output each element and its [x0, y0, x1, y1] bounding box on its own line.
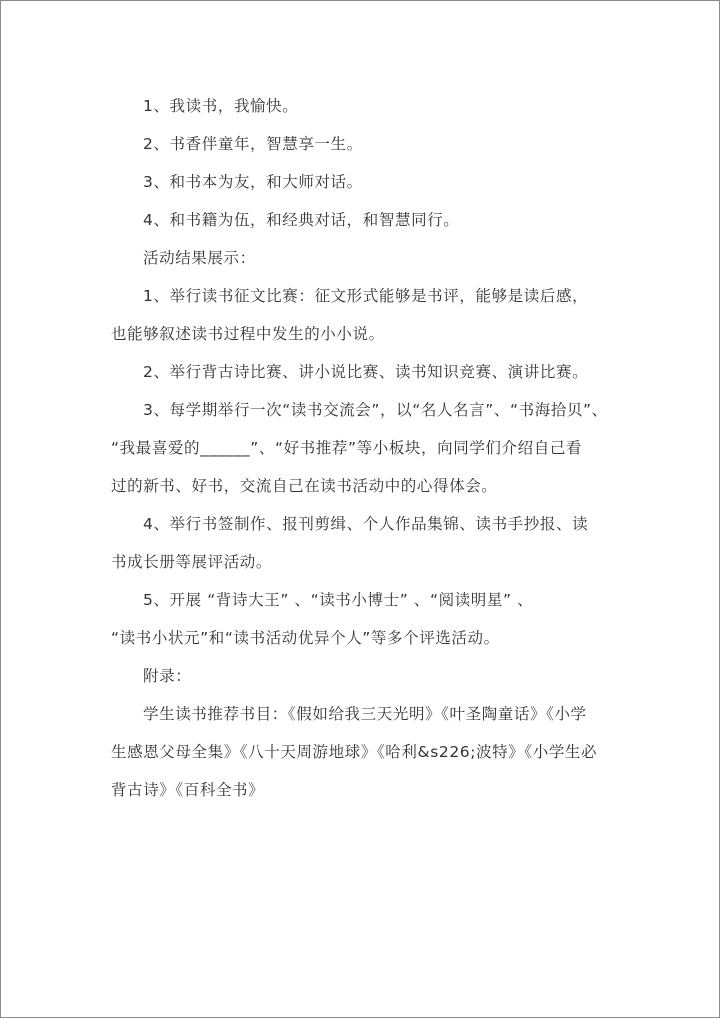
result-item [111, 284, 621, 347]
result-line: 书成长册等展评活动。 [111, 553, 273, 571]
results-heading [111, 246, 621, 271]
document-body [111, 94, 621, 816]
result-item [111, 360, 621, 385]
result-line: 过的新书、好书，交流自己在读书活动中的心得体会。 [111, 477, 498, 495]
slogan-text: 4、和书籍为伍，和经典对话，和智慧同行。 [143, 211, 460, 229]
result-line: 5、开展 “背诗大王” 、“读书小博士” 、“阅读明星” 、 [143, 591, 534, 609]
result-line: 1、举行读书征文比赛：征文形式能够是书评，能够是读后感， [143, 287, 589, 305]
result-line: 也能够叙述读书过程中发生的小小说。 [111, 325, 385, 343]
result-item [111, 398, 621, 499]
results-heading-text: 活动结果展示： [143, 249, 256, 267]
slogan-item [111, 208, 621, 233]
slogan-text: 2、书香伴童年，智慧享一生。 [143, 135, 363, 153]
result-line: “我最喜爱的______”、“好书推荐”等小板块，向同学们介绍自己看 [111, 439, 583, 457]
appendix-line: 学生读书推荐书目：《假如给我三天光明》《叶圣陶童话》《小学 [143, 705, 587, 723]
appendix-line: 背古诗》《百科全书》 [111, 781, 265, 799]
result-line: 3、每学期举行一次“读书交流会”，以“名人名言”、“书海拾贝”、 [143, 401, 608, 419]
result-item [111, 588, 621, 651]
slogan-item [111, 94, 621, 119]
slogan-text: 3、和书本为友，和大师对话。 [143, 173, 363, 191]
appendix-heading [111, 664, 621, 689]
appendix-heading-text: 附录： [143, 667, 192, 685]
slogan-item [111, 132, 621, 157]
appendix-line: 生感恩父母全集》《八十天周游地球》《哈利&s226;波特》《小学生必 [111, 743, 598, 761]
result-line: 4、举行书签制作、报刊剪缉、个人作品集锦、读书手抄报、读 [143, 515, 589, 533]
slogan-text: 1、我读书，我愉快。 [143, 97, 299, 115]
slogan-item [111, 170, 621, 195]
result-line: 2、举行背古诗比赛、讲小说比赛、读书知识竞赛、演讲比赛。 [143, 363, 589, 381]
appendix-booklist [111, 702, 621, 803]
result-item [111, 512, 621, 575]
result-line: “读书小状元”和“读书活动优异个人”等多个评选活动。 [111, 629, 500, 647]
